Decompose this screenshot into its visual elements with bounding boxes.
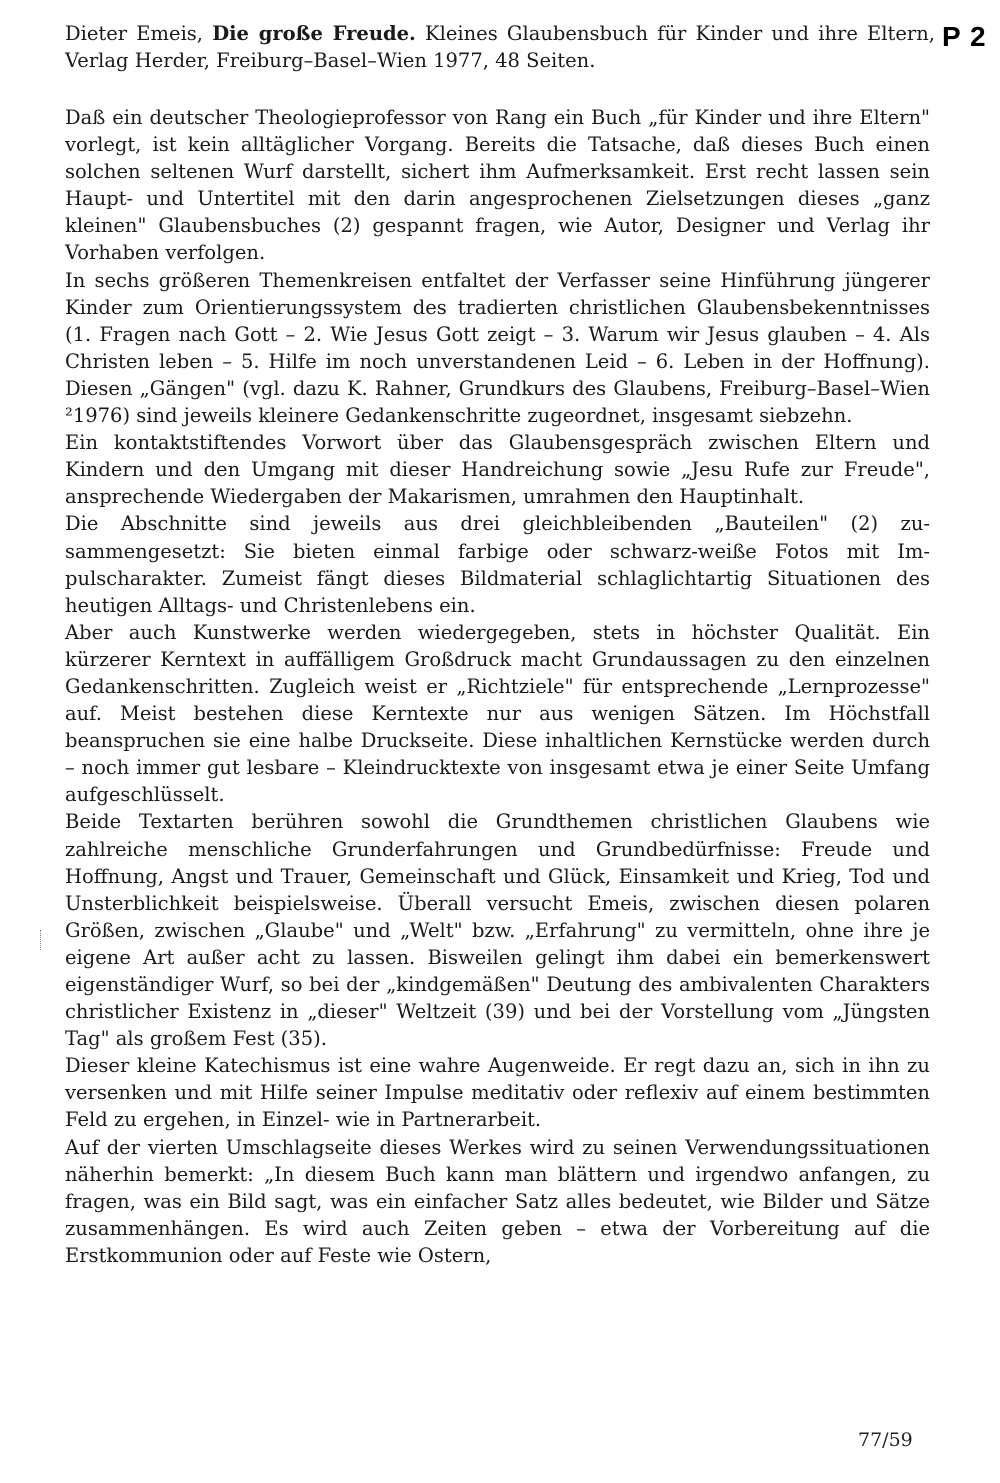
paragraph: Daß ein deutscher Theologieprofessor von Rang ein Buch „für Kinder und ihre Eltern" vorlegt, ist kein alltäglicher Vorgang. Bereits die Tatsache, daß dieses Buch einen solchen seltenen Wurf darstellt, sichert ihm Aufmerksamkeit. Erst recht lassen sein Haupt- und Untertitel mit den darin angesprochenen Zielsetzungen dieses „ganz kleinen" Glaubensbuches (2) gespannt fragen, wie Autor, Designer und Verlag ihr Vorhaben verfolgen. [65,106,930,265]
paragraph: Beide Textarten berühren sowohl die Grundthemen christlichen Glaubens wie zahlreiche menschliche Grunderfahrungen und Grundbedürfnisse: Freude und Hoffnung, Angst und Trauer, Gemeinschaft und Glück, Einsamkeit und Krieg, Tod und Unsterblichkeit beispielsweise. Überall versucht Emeis, zwischen diesen polaren Größen, zwischen „Glaube" und „Welt" bzw. „Erfahrung" zu vermitteln, ohne ihre je eigene Art außer acht zu lassen. Bisweilen gelingt ihm dabei ein bemerkenswert eigenständiger Wurf, so bei der „kindgemäßen" Deutung des ambivalenten Charakters christlicher Existenz in „dieser" Weltzeit (39) und bei der Vorstellung vom „Jüngsten Tag" als großem Fest (35). [65,810,930,1051]
header-author: Dieter Emeis, [65,22,213,45]
header-publication-details: Kleines Glaubensbuch für Kinder und ihre Eltern, Verlag Herder, Freiburg–Basel–Wien 1977, 48 Seiten. [65,22,935,72]
page-number: 77/59 [858,1429,913,1451]
paragraph: Dieser kleine Katechismus ist eine wahre Augenweide. Er regt dazu an, sich in ihn zu versenken und mit Hilfe seiner Impulse meditativ oder reflexiv auf einem bestimmten Feld zu ergehen, in Einzel- wie in Partnerarbeit. [65,1054,930,1132]
margin-mark [40,930,44,950]
section-badge: P 2 [942,21,987,52]
paragraph: In sechs größeren Themenkreisen entfaltet der Verfasser seine Hinführung jüngerer Kinder zum Orientierungssystem des tradierten christlichen Glaubensbekenntnisses (1. Fragen nach Gott – 2. Wie Jesus Gott zeigt – 3. Warum wir Jesus glauben – 4. Als Christen leben – 5. Hilfe im noch unverstandenen Leid – 6. Leben in der Hoffnung). Diesen „Gängen" (vgl. dazu K. Rahner, Grundkurs des Glaubens, Freiburg–Basel–Wien ²1976) sind jeweils kleinere Gedankenschritte zugeordnet, insgesamt siebzehn. [65,268,930,428]
paragraph: Die Abschnitte sind jeweils aus drei gleichbleibenden „Bauteilen" (2) zusammengesetzt: Sie bieten einmal farbige oder schwarz-weiße Fotos mit Impulscharakter. Zumeist fängt dieses Bildmaterial schlaglichtartig Situationen des heutigen Alltags- und Christenlebens ein. [65,512,930,617]
paragraph: Ein kontaktstiftendes Vorwort über das Glaubensgespräch zwischen Eltern und Kindern und den Umgang mit dieser Handreichung sowie „Jesu Rufe zur Freude", ansprechende Wiedergaben der Makarismen, umrahmen den Hauptinhalt. [65,431,930,509]
header-book-title: Die große Freude. [212,22,416,45]
paragraph: Auf der vierten Umschlagseite dieses Werkes wird zu seinen Verwendungssituationen näherhin bemerkt: „In diesem Buch kann man blättern und irgendwo anfangen, zu fragen, was ein Bild sagt, was ein einfacher Satz alles bedeutet, wie Bilder und Sätze zusammenhängen. Es wird auch Zeiten geben – etwa der Vorbereitung auf die Erstkommunion oder auf Feste wie Ostern, [65,1135,930,1267]
review-body [65,104,930,1269]
bibliographic-header [65,20,935,74]
paragraph: Aber auch Kunstwerke werden wiedergegeben, stets in höchster Qualität. Ein kürzerer Kerntext in auffälligem Großdruck macht Grundaussagen zu den einzelnen Gedankenschritten. Zugleich weist er „Richtziele" für entsprechende „Lernprozesse" auf. Meist bestehen diese Kerntexte nur aus wenigen Sätzen. Im Höchstfall beanspruchen sie eine halbe Druckseite. Diese inhaltlichen Kernstücke werden durch – noch immer gut lesbare – Kleindrucktexte von insgesamt etwa je einer Seite Umfang aufgeschlüsselt. [65,620,930,807]
